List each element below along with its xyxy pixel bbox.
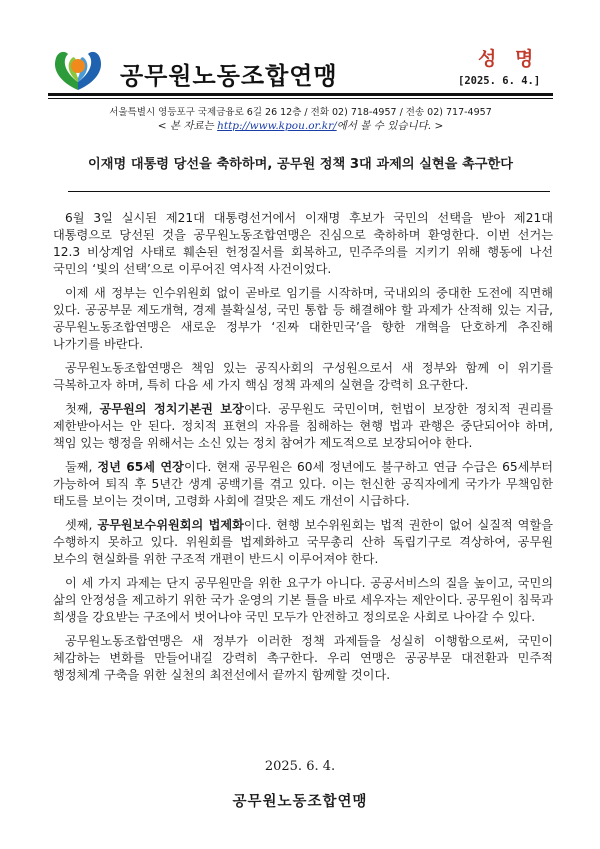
signature-org: 공무원노동조합연맹 [232, 794, 368, 810]
org-name: 공무원노동조합연맹 [120, 62, 338, 90]
headline-divider [68, 191, 550, 192]
address-line: 서울특별시 영등포구 국제금융로 6길 26 12층 / 전화 02) 718-4957 / 전송 02) 717-4957 [109, 107, 492, 118]
signature-date: 2025. 6. 4. [264, 759, 336, 774]
website-notice [48, 118, 553, 133]
p6-emphasis: 공무원보수위원회의 법제화 [97, 518, 244, 532]
p4-emphasis: 공무원의 정치기본권 보장 [99, 402, 244, 416]
paragraph-8: 공무원노동조합연맹은 새 정부가 이러한 정책 과제들을 성실히 이행함으로써, 국민이 체감하는 변화를 만들어내길 강력히 촉구한다. 우리 연맹은 공공부문 대전환과 민주적 행정체계 구축을 위한 실천의 최전선에서 끝까지 함께할 것이다. [53, 634, 553, 682]
p4-text: 이다. 공무원도 국민이며, 헌법이 보장한 정치적 권리를 제한받아서는 안 된다. 정치적 표현의 자유를 침해하는 현행 법과 관행은 중단되어야 하며, 책임 있는 행정을 위해서는 소신 있는 정치 참여가 제도적으로 보장되어야 한다. [53, 402, 553, 450]
doc-date: [2025. 6. 4.] [458, 75, 541, 87]
notice-suffix: 에서 볼 수 있습니다. > [336, 120, 444, 132]
statement-headline: 이재명 대통령 당선을 축하하며, 공무원 정책 3대 과제의 실현을 촉구한다 [88, 157, 513, 172]
paragraph-6 [53, 517, 553, 568]
paragraph-1: 6월 3일 실시된 제21대 대통령선거에서 이재명 후보가 국민의 선택을 받아 제21대 대통령으로 당선된 것을 공무원노동조합연맹은 진심으로 축하하며 환영한다. 이번 선거는 12.3 비상계엄 사태로 훼손된 헌정질서를 회복하고, 민주주의를 지키기 위해 행동에 나선 국민의 ‘빛의 선택’으로 이루어진 역사적 사건이었다. [53, 211, 553, 276]
paragraph-3: 공무원노동조합연맹은 책임 있는 공직사회의 구성원으로서 새 정부와 함께 이 위기를 극복하고자 하며, 특히 다음 세 가지 핵심 정책 과제의 실현을 강력히 요구한다. [53, 361, 553, 392]
p6-lead: 셋째, [65, 518, 98, 532]
p4-lead: 첫째, [65, 402, 100, 416]
p5-text: 이다. 현재 공무원은 60세 정년에도 불구하고 연금 수급은 65세부터 가능하여 퇴직 후 5년간 생계 공백기를 겪고 있다. 이는 헌신한 공직자에게 국가가 무책임한 태도를 보이는 것이며, 고령화 사회에 걸맞은 제도 개선이 시급하다. [53, 460, 554, 508]
notice-prefix: < 본 자료는 [157, 120, 218, 132]
p5-lead: 둘째, [65, 460, 98, 474]
paragraph-4 [53, 401, 553, 452]
p6-text: 이다. 현행 보수위원회는 법적 권한이 없어 실질적 역할을 수행하지 못하고 있다. 위원회를 법제화하고 국무총리 산하 독립기구로 격상하여, 공무원 보수의 현실화를 위한 구조적 개편이 반드시 이루어져야 한다. [53, 518, 553, 566]
doc-type-title: 성 명 [478, 48, 540, 70]
statement-body [53, 210, 553, 691]
p5-emphasis: 정년 65세 연장 [97, 460, 184, 474]
header-divider-thick [48, 93, 553, 96]
website-link[interactable]: http://www.kpou.or.kr/ [217, 120, 337, 132]
union-logo [48, 46, 108, 94]
paragraph-7: 이 세 가지 과제는 단지 공무원만을 위한 요구가 아니다. 공공서비스의 질을 높이고, 국민의 삶의 안정성을 제고하기 위한 국가 운영의 기본 틀을 바로 세우자는 제안이다. 공무원이 침묵과 희생을 강요받는 구조에서 벗어나야 국민 모두가 안전하고 정의로운 사회로 나아갈 수 있다. [53, 576, 553, 624]
paragraph-5 [53, 459, 553, 510]
header-divider-thin [48, 98, 553, 99]
paragraph-2: 이제 새 정부는 인수위원회 없이 곧바로 임기를 시작하며, 국내외의 중대한 도전에 직면해 있다. 공공부문 제도개혁, 경제 불확실성, 국민 통합 등 해결해야 할 과제가 산적해 있는 지금, 공무원노동조합연맹은 새로운 정부가 ‘진짜 대한민국’을 향한 개혁을 단호하게 추진해 나가기를 바란다. [53, 286, 553, 351]
